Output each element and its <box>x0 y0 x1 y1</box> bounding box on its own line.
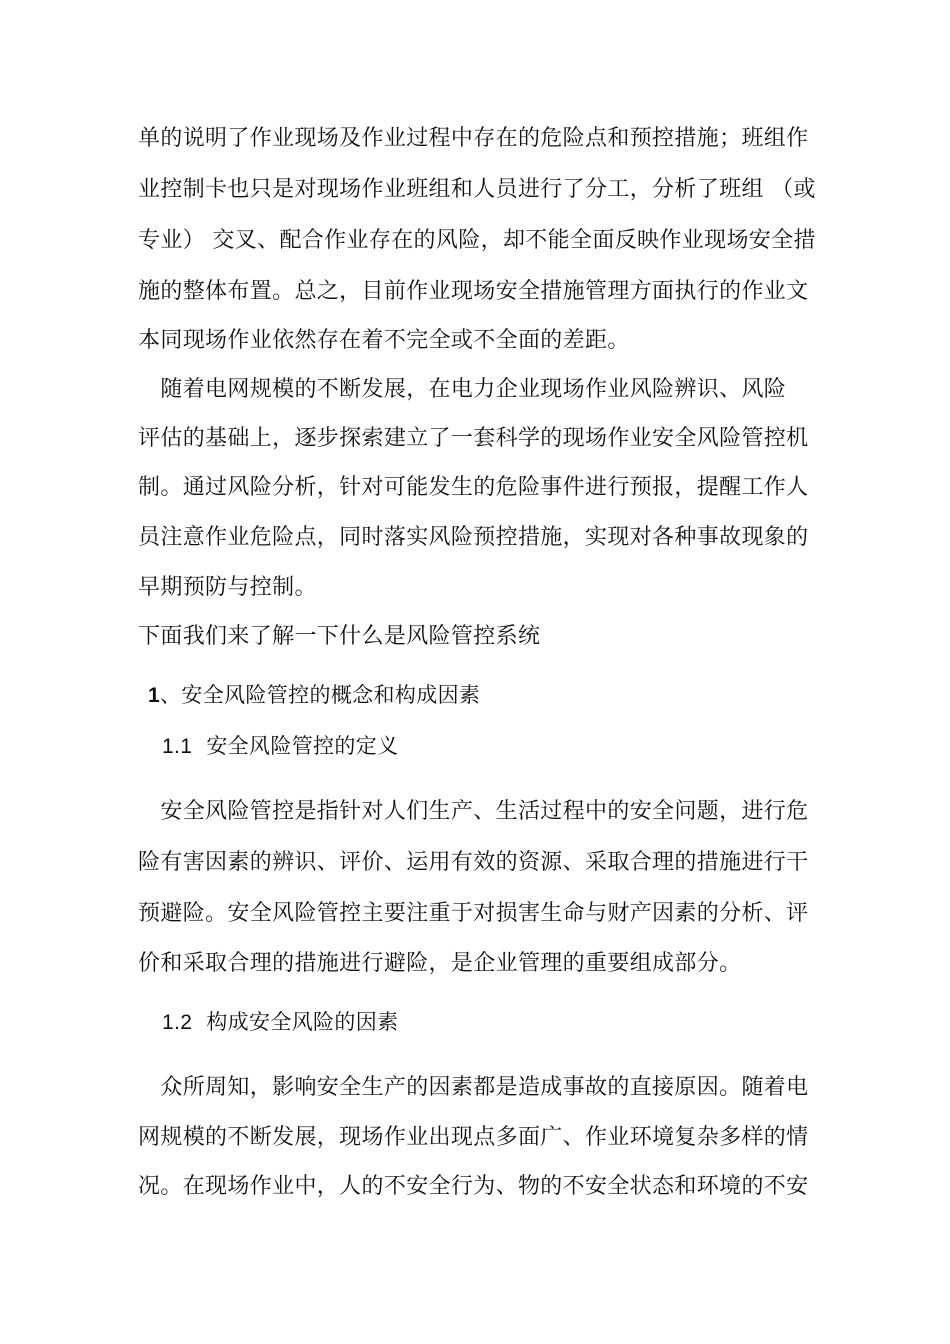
section-1-2-line-2: 网规模的不断发展，现场作业出现点多面广、作业环境复杂多样的情 <box>138 1125 809 1150</box>
para2-line-2: 评估的基础上，逐步探索建立了一套科学的现场作业安全风险管控机 <box>138 426 809 451</box>
section-1-2-line-1: 众所周知，影响安全生产的因素都是造成事故的直接原因。随着电 <box>138 1075 809 1100</box>
para1-line-5: 本同现场作业依然存在着不完全或不全面的差距。 <box>138 328 630 353</box>
para2-line-3: 制。通过风险分析，针对可能发生的危险事件进行预报，提醒工作人 <box>138 475 809 500</box>
section-1-2-title: 构成安全风险的因素 <box>206 1010 399 1034</box>
section-1-heading <box>148 680 838 711</box>
section-1-1-line-2: 险有害因素的辨识、评价、运用有效的资源、采取合理的措施进行干 <box>138 850 809 875</box>
para1-line-4: 施的整体布置。总之，目前作业现场安全措施管理方面执行的作业文 <box>138 279 809 304</box>
section-1-1-line-3: 预避险。安全风险管控主要注重于对损害生命与财产因素的分析、评 <box>138 901 809 926</box>
section-1-1-line-1: 安全风险管控是指针对人们生产、生活过程中的安全问题，进行危 <box>138 799 809 824</box>
section-1-2-heading <box>162 1007 852 1038</box>
para2-line-5: 早期预防与控制。 <box>138 575 317 600</box>
section-1-title: 、安全风险管控的概念和构成因素 <box>160 683 481 707</box>
section-1-2-line-3: 况。在现场作业中，人的不安全行为、物的不安全状态和环境的不安 <box>138 1174 809 1199</box>
section-1-2-number: 1.2 <box>162 1011 193 1034</box>
section-1-1-title: 安全风险管控的定义 <box>206 734 399 758</box>
para2-line-4: 员注意作业危险点，同时落实风险预控措施，实现对各种事故现象的 <box>138 525 809 550</box>
intro-line: 下面我们来了解一下什么是风险管控系统 <box>138 624 541 649</box>
section-1-number: 1 <box>148 684 161 707</box>
para1-line-2: 业控制卡也只是对现场作业班组和人员进行了分工，分析了班组 （或 <box>138 177 816 202</box>
section-1-1-heading <box>162 731 852 762</box>
para1-line-3: 专业） 交叉、配合作业存在的风险，却不能全面反映作业现场安全措 <box>138 228 816 253</box>
section-1-1-number: 1.1 <box>162 735 193 758</box>
para2-line-1: 随着电网规模的不断发展，在电力企业现场作业风险辨识、风险 <box>138 377 787 402</box>
section-1-1-line-4: 价和采取合理的措施进行避险，是企业管理的重要组成部分。 <box>138 951 742 976</box>
para1-line-1: 单的说明了作业现场及作业过程中存在的危险点和预控措施；班组作 <box>138 126 809 151</box>
